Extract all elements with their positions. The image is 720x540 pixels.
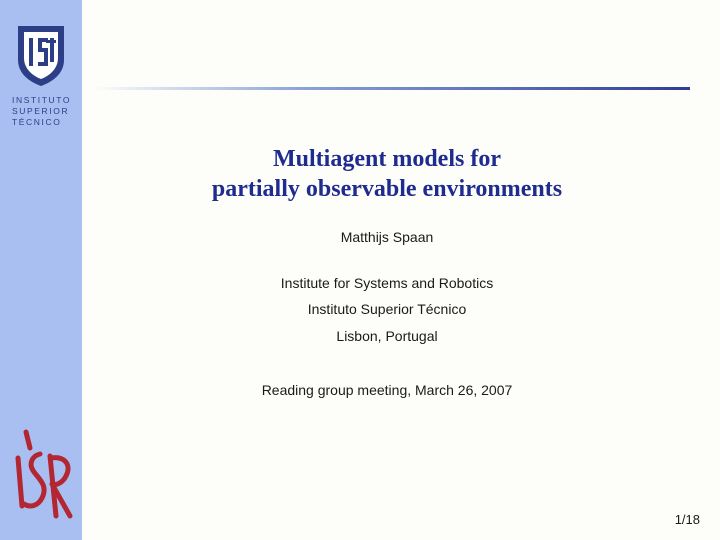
affiliation-2: Instituto Superior Técnico xyxy=(307,301,467,317)
event: Reading group meeting, March 26, 2007 xyxy=(261,382,513,398)
author: Matthijs Spaan xyxy=(340,229,434,245)
page-number: 1/18 xyxy=(674,512,700,527)
institution-line: SUPERIOR xyxy=(12,106,70,116)
header-rule xyxy=(94,87,690,90)
institution-line: TÉCNICO xyxy=(12,117,62,127)
slide-title xyxy=(82,144,692,204)
institution-name xyxy=(12,95,74,128)
ist-shield-logo xyxy=(16,24,66,88)
title-line-2: partially observable environments xyxy=(211,176,563,202)
affiliation-1: Institute for Systems and Robotics xyxy=(280,275,494,291)
institution-line: INSTITUTO xyxy=(12,95,72,105)
location: Lisbon, Portugal xyxy=(336,328,438,344)
title-line-1: Multiagent models for xyxy=(273,146,501,172)
sidebar xyxy=(0,0,82,540)
isr-logo xyxy=(6,428,74,522)
